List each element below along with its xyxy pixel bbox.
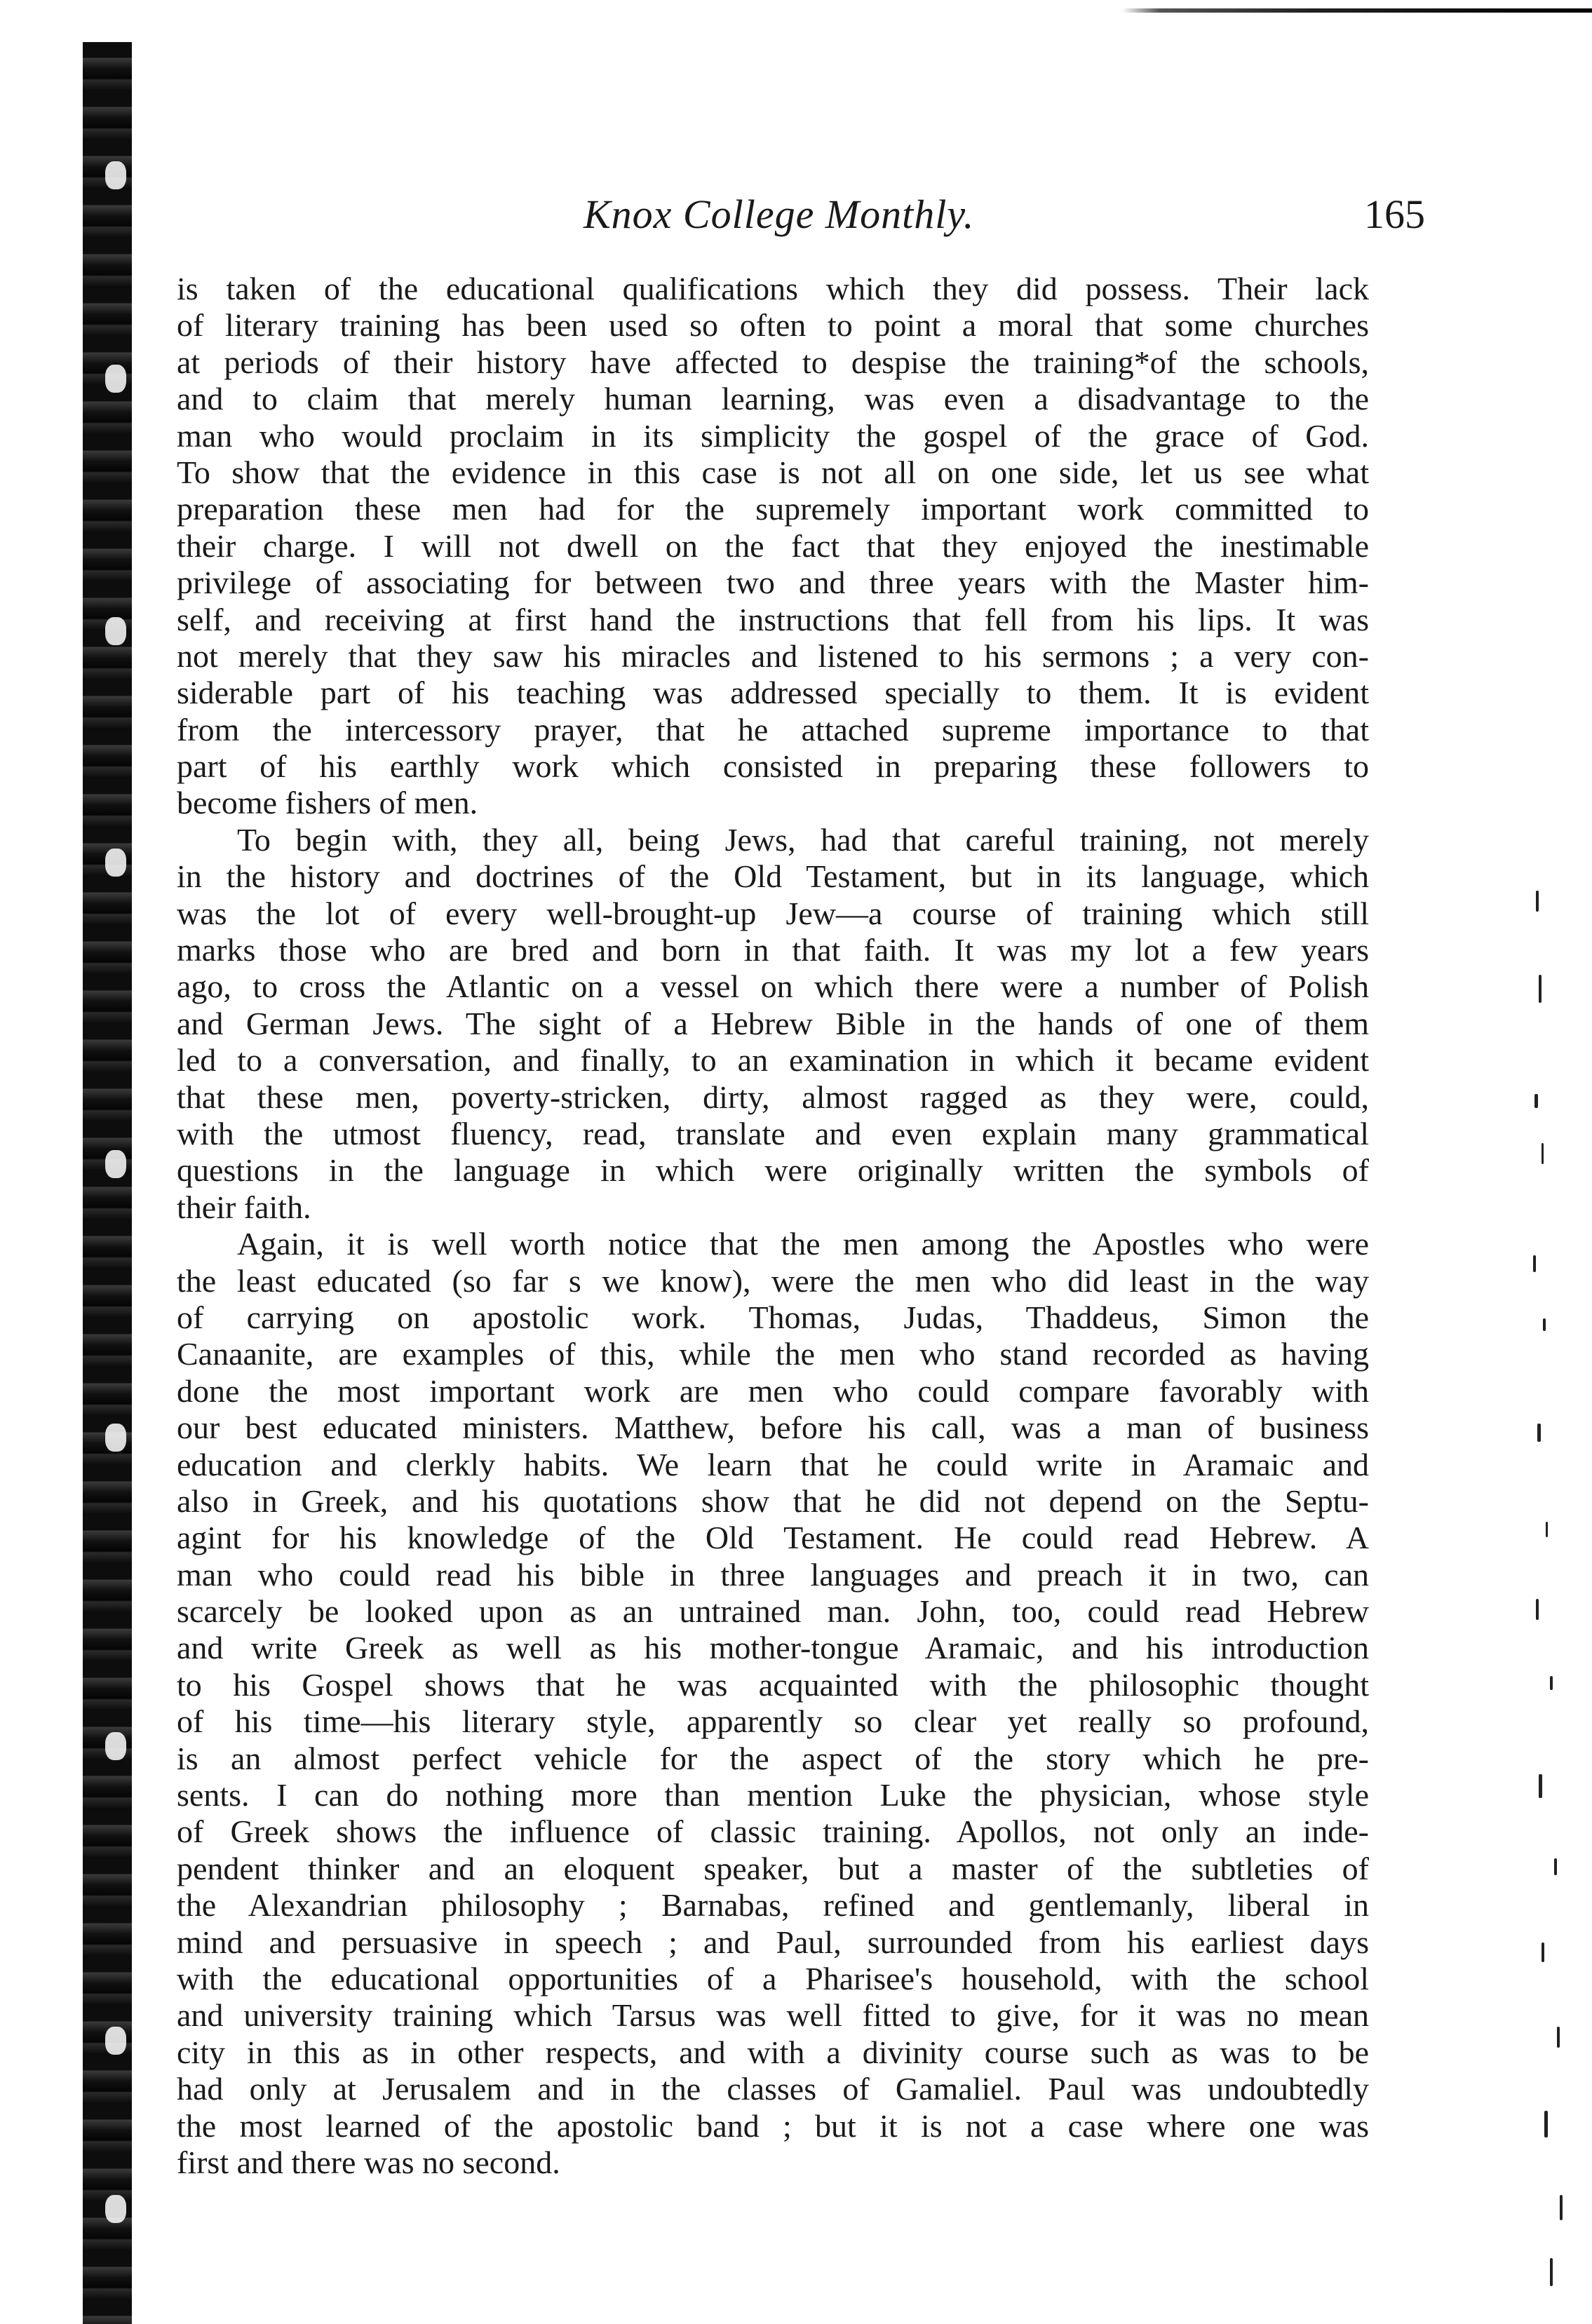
scan-speck	[105, 617, 126, 645]
text-line: education and clerkly habits. We learn that he could write in Aramaic and	[177, 1446, 1369, 1482]
text-line: the most learned of the apostolic band ; but it is not a case where one was	[177, 2107, 1369, 2144]
scan-mark	[1557, 2027, 1560, 2048]
scan-speck	[105, 849, 126, 877]
scan-speck	[105, 1150, 126, 1178]
text-line: had only at Jerusalem and in the classes of Gamaliel. Paul was undoubtedly	[177, 2071, 1369, 2107]
text-line: of literary training has been used so often to point a moral that some churches	[177, 307, 1369, 344]
text-line: of Greek shows the influence of classic training. Apollos, not only an inde-	[177, 1813, 1369, 1850]
text-line: ago, to cross the Atlantic on a vessel on which there were a number of Polish	[177, 968, 1369, 1005]
text-line: with the educational opportunities of a Pharisee's household, with the school	[177, 1960, 1369, 1997]
text-line: city in this as in other respects, and with a divinity course such as was to be	[177, 2034, 1369, 2070]
text-line: sents. I can do nothing more than mention Luke the physician, whose style	[177, 1777, 1369, 1813]
text-line: become fishers of men.	[177, 785, 478, 821]
scan-mark	[1539, 975, 1542, 1003]
text-line: self, and receiving at first hand the instructions that fell from his lips. It was	[177, 601, 1369, 637]
text-line: Again, it is well worth notice that the men among the Apostles who were	[237, 1226, 1369, 1262]
scan-mark	[1554, 1858, 1557, 1875]
scan-speck	[105, 2027, 126, 2055]
text-line: Canaanite, are examples of this, while the men who stand recorded as having	[177, 1336, 1369, 1372]
scan-speck	[105, 161, 126, 189]
scan-mark	[1550, 2258, 1553, 2286]
scan-mark	[1539, 1774, 1542, 1798]
text-line: scarcely be looked upon as an untrained man. John, too, could read Hebrew	[177, 1593, 1369, 1630]
scan-speck	[105, 2195, 126, 2223]
text-line: preparation these men had for the supremely important work committed to	[177, 491, 1369, 527]
text-line: and university training which Tarsus was well fitted to give, for it was no mean	[177, 1997, 1369, 2034]
scan-mark	[1536, 1599, 1539, 1620]
scan-mark	[1546, 1522, 1548, 1537]
text-line: and to claim that merely human learning, was even a disadvantage to the	[177, 381, 1369, 417]
text-line: also in Greek, and his quotations show that he did not depend on the Septu-	[177, 1482, 1369, 1519]
text-line: led to a conversation, and finally, to an examination in which it became evident	[177, 1042, 1369, 1079]
text-line: not merely that they saw his miracles and listened to his sermons ; a very con-	[177, 637, 1369, 674]
body-text	[177, 271, 1369, 2181]
text-line: siderable part of his teaching was addressed specially to them. It is evident	[177, 675, 1369, 711]
text-line: their faith.	[177, 1189, 311, 1225]
text-line: done the most important work are men who could compare favorably with	[177, 1372, 1369, 1409]
scan-mark	[1543, 1318, 1546, 1331]
text-line: first and there was no second.	[177, 2144, 560, 2180]
scan-mark	[1534, 1094, 1538, 1108]
text-line: To begin with, they all, being Jews, had that careful training, not merely	[237, 821, 1369, 858]
text-line: To show that the evidence in this case is not all on one side, let us see what	[177, 454, 1369, 490]
text-line: mind and persuasive in speech ; and Paul, surrounded from his earliest days	[177, 1924, 1369, 1960]
scan-mark	[1560, 2195, 1563, 2220]
text-line: with the utmost fluency, read, translate and even explain many grammatical	[177, 1115, 1369, 1151]
text-line: from the intercessory prayer, that he attached supreme importance to that	[177, 711, 1369, 748]
scan-mark	[1550, 1676, 1553, 1690]
scan-mark	[1542, 1143, 1544, 1164]
text-line: the Alexandrian philosophy ; Barnabas, refined and gentlemanly, liberal in	[177, 1887, 1369, 1924]
scan-mark	[1533, 1255, 1536, 1272]
text-line: our best educated ministers. Matthew, before his call, was a man of business	[177, 1410, 1369, 1446]
text-line: and write Greek as well as his mother-tongue Aramaic, and his introduction	[177, 1630, 1369, 1666]
text-line: to his Gospel shows that he was acquainted with the philosophic thought	[177, 1666, 1369, 1703]
text-line: marks those who are bred and born in that faith. It was my lot a few years	[177, 932, 1369, 968]
text-line: the least educated (so far s we know), were the men who did least in the way	[177, 1262, 1369, 1299]
text-line: privilege of associating for between two and three years with the Master him-	[177, 565, 1369, 601]
text-line: is taken of the educational qualifications which they did possess. Their lack	[177, 271, 1369, 306]
scan-mark	[1536, 891, 1539, 912]
text-line: agint for his knowledge of the Old Testament. He could read Hebrew. A	[177, 1520, 1369, 1556]
text-line: at periods of their history have affected to despise the training*of the schools,	[177, 344, 1369, 380]
scan-speck	[105, 1424, 126, 1452]
text-line: their charge. I will not dwell on the fact that they enjoyed the inestimable	[177, 527, 1369, 564]
scan-mark	[1537, 1424, 1541, 1442]
journal-title: Knox College Monthly.	[583, 191, 975, 237]
text-line: was the lot of every well-brought-up Jew—a course of training which still	[177, 895, 1369, 931]
running-head	[177, 191, 1425, 247]
text-line: pendent thinker and an eloquent speaker, but a master of the subtleties of	[177, 1850, 1369, 1886]
text-line: in the history and doctrines of the Old Testament, but in its language, which	[177, 858, 1369, 895]
text-line: questions in the language in which were originally written the symbols of	[177, 1152, 1369, 1189]
scan-mark	[1542, 1943, 1544, 1962]
page-number: 165	[1364, 191, 1425, 237]
text-line: of carrying on apostolic work. Thomas, Judas, Thaddeus, Simon the	[177, 1299, 1369, 1335]
text-line: is an almost perfect vehicle for the aspect of the story which he pre-	[177, 1740, 1369, 1776]
scan-top-rule	[1122, 8, 1592, 13]
text-line: man who would proclaim in its simplicity the gospel of the grace of God.	[177, 417, 1369, 454]
scan-speck	[105, 365, 126, 393]
text-line: part of his earthly work which consisted in preparing these followers to	[177, 748, 1369, 785]
scan-mark	[1544, 2111, 1548, 2137]
scan-margin-marks	[1529, 891, 1571, 2293]
text-line: and German Jews. The sight of a Hebrew Bible in the hands of one of them	[177, 1005, 1369, 1041]
text-line: that these men, poverty-stricken, dirty, almost ragged as they were, could,	[177, 1079, 1369, 1115]
text-line: man who could read his bible in three languages and preach it in two, can	[177, 1556, 1369, 1593]
text-line: of his time—his literary style, apparently so clear yet really so profound,	[177, 1703, 1369, 1740]
scan-speck	[105, 1732, 126, 1760]
